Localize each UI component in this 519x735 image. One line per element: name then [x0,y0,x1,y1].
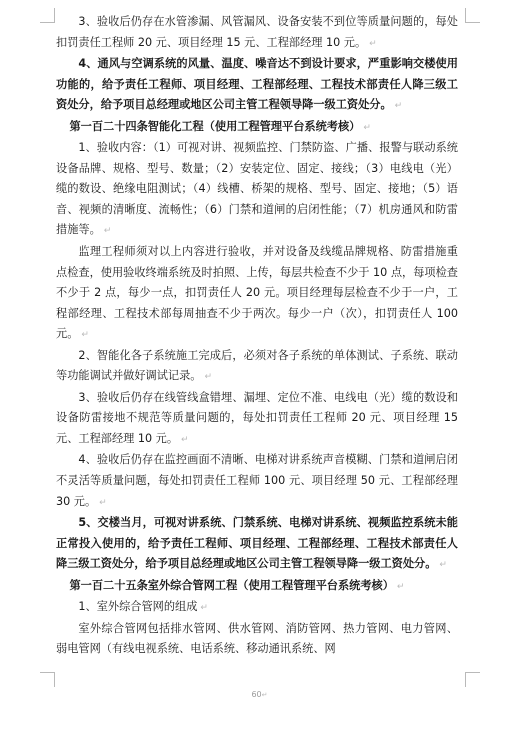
paragraph: 4、验收后仍存在监控画面不清晰、电梯对讲系统声音模糊、门禁和道闸启闭不灵活等质量问题，每处扣罚责任工程师 100 元、项目经理 50 元、工程部经理 30 元。 ↵ [56,453,458,508]
section-heading: 第一百二十五条室外综合管网工程（使用工程管理平台系统考核） ↵ [69,578,405,592]
paragraph-mark-icon: ↵ [200,603,208,614]
paragraph-mark-icon: ↵ [103,226,112,237]
paragraph-mark-icon: ↵ [99,497,107,508]
paragraph: 室外综合管网包括排水管网、供水管网、消防管网、热力管网、电力管网、弱电管网（有线电视系统、电话系统、移动通讯系统、网 [56,621,458,656]
margin-corner-bottom-right [465,672,480,687]
paragraph: 1、室外综合管网的组成 ↵ [78,600,208,614]
paragraph-mark-icon: ↵ [394,101,403,112]
paragraph-mark-icon: ↵ [81,330,89,341]
margin-corner-top-right [465,8,480,23]
margin-corner-top-left [40,8,55,23]
paragraph: 1、验收内容：（1）可视对讲、视频监控、门禁防盗、广播、报警与联动系统设备品牌、规格、型号、数量；（2）安装定位、固定、接线；（3）电线电（光）缆的数设、绝缘电阻测试；（4）线槽、桥架的规格、型号、固定、接地；（5）语音、视频的清晰度、流畅性；（6）门禁和道闸的启闭性能；（7）机房通风和防雷措施等。 ↵ [56,141,458,237]
paragraph: 3、验收后仍存在线管线盒错埋、漏埋、定位不准、电线电（光）缆的数设和设备防雷接地不规范等质量问题的，每处扣罚责任工程师 20 元、项目经理 15 元、工程部经理 10 元。 ↵ [56,390,458,445]
paragraph: 2、智能化各子系统施工完成后，必须对各子系统的单体测试、子系统、联动等功能调试并做好调试记录。 ↵ [56,348,458,383]
paragraph-mark-icon: ↵ [396,581,405,592]
paragraph-mark-icon: ↵ [369,38,377,49]
paragraph: 3、验收后仍存在水管渗漏、风管漏风、设备安装不到位等质量问题的，每处扣罚责任工程师 20 元、项目经理 15 元、工程部经理 10 元。 ↵ [56,15,458,49]
margin-corner-bottom-left [40,672,55,687]
paragraph: 4、通风与空调系统的风量、温度、噪音达不到设计要求，严重影响交楼使用功能的，给予责任工程师、项目经理、工程部经理、工程技术部责任人降三级工资处分，给予项目总经理或地区公司主管工程领导降一级工资处分。 ↵ [56,57,458,112]
document-body[interactable] [56,12,458,660]
paragraph-mark-icon: ↵ [261,691,268,699]
paragraph-mark-icon: ↵ [439,560,447,571]
paragraph: 5、交楼当月，可视对讲系统、门禁系统、电梯对讲系统、视频监控系统未能正常投入使用的，给予责任工程师、项目经理、工程部经理、工程技术部责任人降三级工资处分，给予项目总经理或地区公司主管工程领导降一级工资处分。 ↵ [56,516,458,571]
section-heading: 第一百二十四条智能化工程（使用工程管理平台系统考核） ↵ [69,119,371,133]
paragraph-mark-icon: ↵ [181,434,189,445]
page-number: 60↵ [251,690,268,699]
paragraph: 监理工程师须对以上内容进行验收，并对设备及线缆品牌规格、防雷措施重点检查，使用验收终端系统及时拍照、上传，每层共检查不少于 10 点，每项检查不少于 2 点，每少一点，扣罚责任人 20 元。项目经理每层检查不少于一户，工程部经理、工程技术部每周抽查不少于两次。每少一户（次），扣罚责任人 100 元。 ↵ [56,245,458,341]
paragraph-mark-icon: ↵ [363,122,371,133]
paragraph-mark-icon: ↵ [204,372,212,383]
